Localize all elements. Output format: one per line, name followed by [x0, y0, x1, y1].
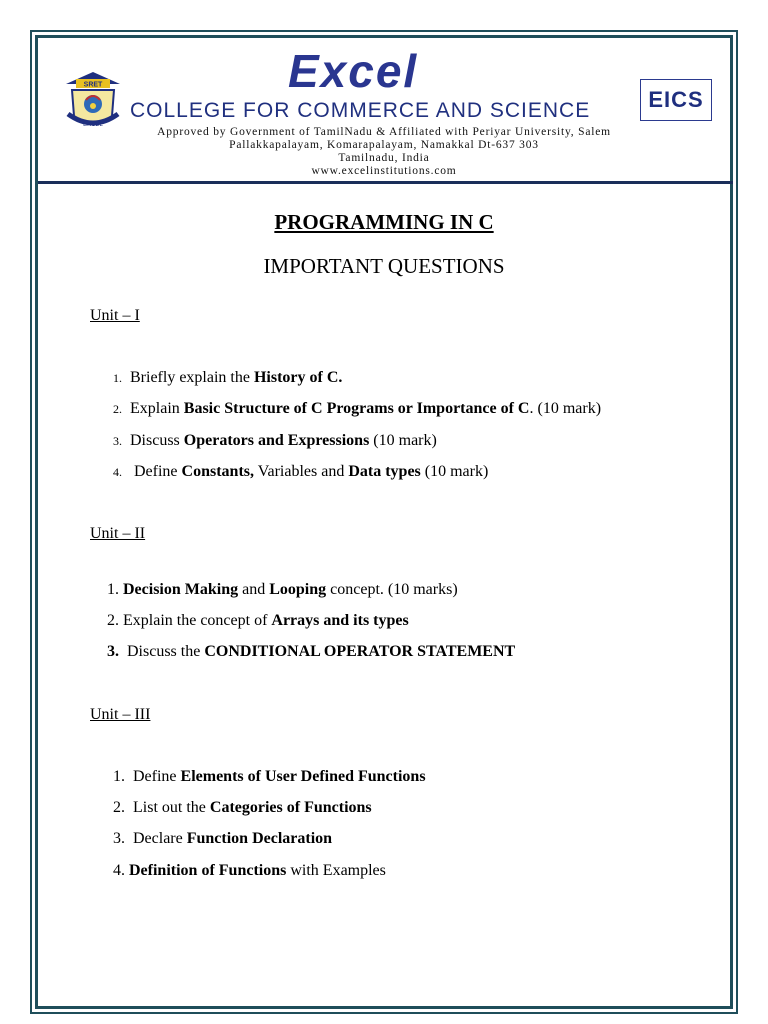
- unit-heading: Unit – I: [90, 307, 140, 324]
- question-number: 3.: [113, 830, 125, 847]
- question-text: [133, 768, 426, 785]
- question-item: [113, 369, 342, 387]
- question-item: [113, 432, 437, 450]
- page-subtitle: IMPORTANT QUESTIONS: [263, 254, 505, 278]
- question-number: 3.: [107, 643, 119, 660]
- question-keyword: Arrays and its types: [271, 612, 409, 629]
- question-number: 2.: [113, 799, 125, 816]
- question-keyword: Constants,: [181, 463, 254, 480]
- question-item: [107, 581, 458, 599]
- eics-logo: EICS: [640, 79, 712, 121]
- question-keyword: Data types: [348, 463, 421, 480]
- question-text-run: Declare: [133, 830, 187, 847]
- question-text: [130, 400, 601, 417]
- question-keyword: Basic Structure of C Programs or Importance of C: [183, 400, 530, 417]
- question-text-run: and: [238, 581, 270, 598]
- question-text-run: Discuss: [130, 432, 184, 449]
- question-item: [113, 400, 601, 418]
- question-item: [113, 862, 386, 880]
- question-text: [127, 643, 515, 660]
- header-divider: [38, 181, 733, 184]
- question-keyword: History of C.: [253, 369, 343, 386]
- question-text-run: Define: [133, 768, 181, 785]
- question-text: [133, 799, 372, 816]
- unit-heading: Unit – II: [90, 525, 146, 542]
- question-text: [123, 612, 409, 629]
- question-item: [113, 830, 332, 848]
- address-line: Approved by Government of TamilNadu & Affiliated with Periyar University, Salem: [157, 126, 611, 138]
- question-number: 1.: [107, 581, 119, 598]
- college-emblem-icon: [62, 70, 124, 132]
- question-text: [133, 830, 332, 847]
- question-keyword: Definition of Functions: [129, 862, 287, 879]
- question-text-run: Discuss the: [127, 643, 205, 660]
- brand-logo: Excel: [288, 45, 419, 97]
- website-line: www.excelinstitutions.com: [311, 165, 457, 177]
- question-number: 4.: [113, 862, 125, 879]
- question-keyword: Elements of User Defined Functions: [180, 768, 426, 785]
- question-item: [113, 799, 372, 817]
- question-keyword: Decision Making: [123, 581, 239, 598]
- question-keyword: CONDITIONAL OPERATOR STATEMENT: [204, 643, 516, 660]
- question-text-run: (10 mark): [369, 432, 437, 449]
- question-number: 2.: [113, 402, 122, 416]
- question-text: [130, 432, 437, 449]
- college-name: COLLEGE FOR COMMERCE AND SCIENCE: [130, 99, 591, 122]
- page-title: PROGRAMMING IN C: [274, 210, 494, 234]
- unit-heading: Unit – III: [90, 706, 151, 723]
- question-keyword: Operators and Expressions: [183, 432, 370, 449]
- emblem-subtext: EXCEL: [83, 122, 103, 128]
- question-keyword: Categories of Functions: [209, 799, 372, 816]
- question-text: [130, 463, 488, 480]
- question-text-run: with Examples: [286, 862, 386, 879]
- address-line: Tamilnadu, India: [338, 152, 430, 164]
- question-text-run: . (10 mark): [529, 400, 602, 417]
- question-text-run: Variables and: [254, 463, 349, 480]
- question-text: [123, 581, 458, 598]
- question-text: [130, 369, 342, 386]
- question-text-run: Define: [130, 463, 182, 480]
- question-number: 3.: [113, 434, 122, 448]
- question-text-run: Briefly explain the: [130, 369, 254, 386]
- emblem-text: SRET: [83, 81, 103, 89]
- question-text-run: concept. (10 marks): [326, 581, 458, 598]
- question-text-run: List out the: [133, 799, 210, 816]
- question-number: 2.: [107, 612, 119, 629]
- question-number: 1.: [113, 768, 125, 785]
- question-text-run: Explain the concept of: [123, 612, 272, 629]
- question-text-run: (10 mark): [420, 463, 489, 480]
- question-item: [107, 643, 515, 661]
- question-keyword: Looping: [269, 581, 327, 598]
- question-text: [129, 862, 386, 879]
- question-number: 4.: [113, 465, 122, 479]
- question-number: 1.: [113, 371, 122, 385]
- question-item: [107, 612, 409, 630]
- question-text-run: Explain: [130, 400, 184, 417]
- question-item: [113, 463, 488, 481]
- question-keyword: Function Declaration: [186, 830, 333, 847]
- question-item: [113, 768, 426, 786]
- address-line: Pallakkapalayam, Komarapalayam, Namakkal Dt-637 303: [229, 139, 539, 151]
